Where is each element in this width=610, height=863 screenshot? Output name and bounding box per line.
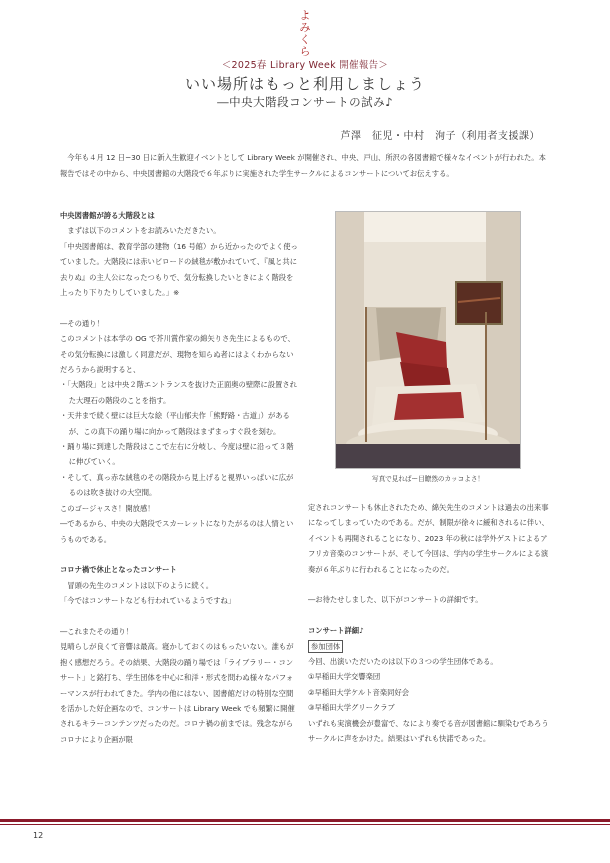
- left-column: [60, 208, 300, 747]
- quote-paragraph: 「今ではコンサートなども行われているようですね」: [60, 596, 236, 606]
- group-item: ②早稲田大学ケルト音楽同好会: [308, 687, 410, 697]
- right-column: [308, 500, 553, 746]
- bullet-item: ・「大階段」とは中央２階エントランスを抜けた正面奥の壁際に設置された大理石の階段のことを指す。: [60, 380, 297, 405]
- bullet-item: ・そして、真っ赤な絨毯のその階段から見上げると視界いっぱいに広がるのは吹き抜けの大空間。: [60, 472, 294, 498]
- paragraph: いずれも実演機会が豊富で、なにより奏でる音が図書館に馴染むであろうサークルに声をかけた。結果はいずれも快諾であった。: [308, 718, 549, 744]
- author-line: 芦澤 征児・中村 洵子（利用者支援課）: [340, 131, 540, 142]
- paragraph: 定されコンサートも休止されたため、綿矢先生のコメントは過去の出来事になってしまっていたのである。だが、制限が徐々に緩和されるに伴い、イベントも再開されることになり、2023 年の秋には学外ゲストによるアフリカ音楽のコンサートが、そして今回は、学内の学生サークルによる演奏が６年ぶりに行われることになったのだ。: [308, 503, 549, 574]
- paragraph: ―であるから、中央の大階段でスカーレットになりたがるのは人情というものである。: [60, 519, 294, 544]
- group-item: ①早稲田大学交響楽団: [308, 672, 381, 682]
- photo-caption: 写真で見ればー目瞭然のカッコよさ！: [371, 475, 485, 483]
- logo-char-4: ら: [299, 45, 311, 56]
- footer-rule-thin: [0, 824, 610, 825]
- logo-char-2: み: [299, 21, 311, 34]
- quote-paragraph: 「中央図書館は、教育学部の建物（16 号館）から近かったのでよく使っていました。大階段には赤いビロードの絨毯が敷かれていて、『風と共に去りぬ』の主人公になったつもりで、気分転換したいときによく階段を上ったり下りたりしていました。」※: [60, 241, 298, 298]
- intro-paragraph: 今年も４月 12 日−30 日に新入生歓迎イベントとして Library Week が開催され、中央、戸山、所沢の各図書館で様々なイベントが行われた。本報告ではその中から、中央図書館の大階段で６年ぶりに実施された学生サークルによるコンサートについてお伝えする。: [60, 153, 546, 178]
- section-heading-staircase: 中央図書館が誇る大階段とは: [60, 211, 155, 220]
- group-item: ③早稲田大学グリークラブ: [308, 703, 395, 713]
- participants-label: 参加団体: [308, 640, 343, 653]
- bullet-item: ・天井まで続く壁には巨大な絵（平山郁夫作「熊野路・古道」）があるが、この真下の踊り場に向かって階段はまずまっすぐ段を刻む。: [60, 411, 290, 436]
- page-subtitle: ―中央大階段コンサートの試み♪: [217, 95, 393, 109]
- paragraph: 見晴らしが良くて音響は最高。寝かしておくのはもったいない。誰もが抱く感想だろう。その結果、大階段の踊り場では「ライブラリー・コンサート」と銘打ち、学生団体を中心に和洋・形式を問わぬ様々なパフォーマンスが行われてきた。学内の他にはない、図書館だけの特別な空間を活かした好企画なので、コンサートは Library Week でも頻繁に開催されるキラーコンテンツだったのだ。コロナ禍の前までは。残念ながらコロナにより企画が限: [60, 642, 295, 744]
- paragraph: まずは以下のコメントをお読みいただきたい。: [67, 226, 221, 236]
- paragraph: ―その通り！: [60, 318, 104, 328]
- page-title: いい場所はもっと利用しましょう: [184, 75, 425, 93]
- paragraph: 今回、出演いただいたのは以下の３つの学生団体である。: [308, 657, 498, 667]
- section-heading-corona: コロナ禍で休止となったコンサート: [60, 565, 177, 575]
- section-heading-details: コンサート詳細♪: [308, 626, 364, 636]
- carpet-floor: [336, 444, 520, 468]
- paragraph: このゴージャスさ！開放感！: [60, 503, 155, 513]
- paragraph: ―これまたその通り！: [60, 626, 133, 636]
- logo-char-1: よ: [299, 9, 311, 22]
- footer-rule: [0, 819, 610, 822]
- yomikura-logo: [282, 6, 328, 56]
- paragraph: ―お待たせしました、以下がコンサートの詳細です。: [308, 595, 483, 605]
- page-number: 12: [33, 831, 44, 840]
- logo-char-3: く: [299, 33, 311, 46]
- painting: [456, 282, 502, 324]
- paragraph: このコメントは本学の OG で芥川賞作家の綿矢りさ先生によるもので、その気分転換には激しく同意だが、現物を知らぬ者にはよくわからないだろうから説明すると、: [60, 334, 295, 375]
- bullet-item: ・踊り場に到達した階段はここで左右に分岐し、今度は壁に沿って３階に伸びていく。: [60, 442, 294, 467]
- staircase-photo: [335, 211, 521, 469]
- paragraph: 冒頭の先生のコメントは以下のように続く。: [67, 580, 214, 590]
- report-tag: ＜2025春 Library Week 開催報告＞: [221, 60, 389, 71]
